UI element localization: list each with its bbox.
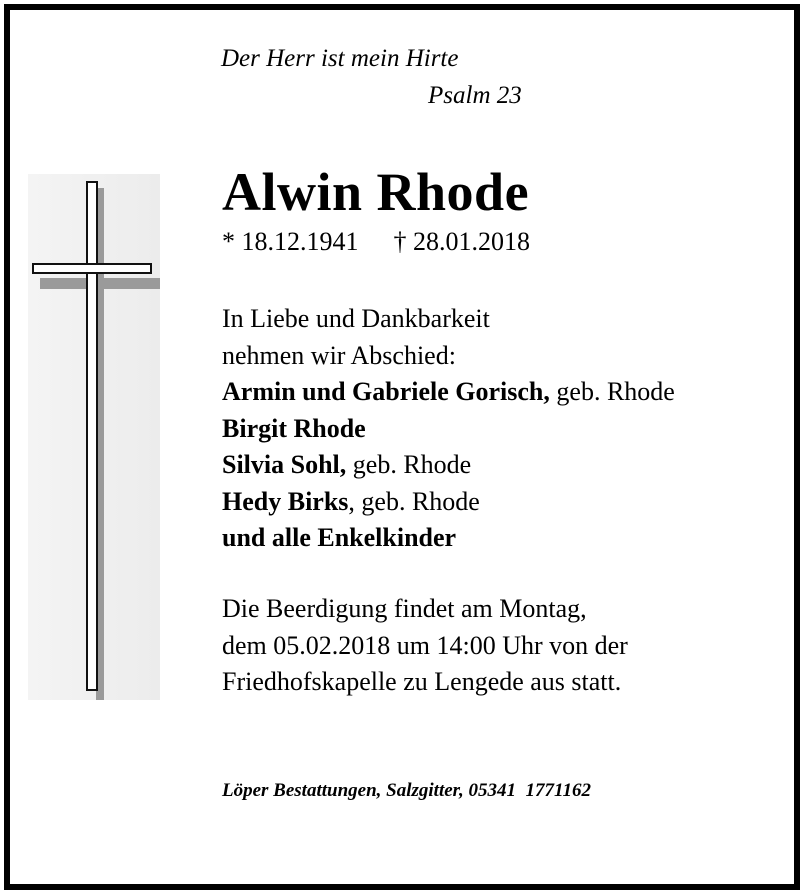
motto-line: Der Herr ist mein Hirte	[221, 45, 459, 72]
funeral-line: Friedhofskapelle zu Lengede aus statt.	[222, 667, 622, 696]
mourner-suffix: geb. Rhode	[556, 377, 675, 406]
mourner-line	[222, 520, 675, 557]
funeral-line: Die Beerdigung findet am Montag,	[222, 594, 587, 623]
deceased-name: Alwin Rhode	[222, 162, 530, 222]
mourner-name: Silvia Sohl,	[222, 450, 347, 479]
mourners-intro: nehmen wir Abschied:	[222, 340, 456, 370]
birth-symbol: *	[222, 227, 235, 256]
mourner-line	[222, 447, 675, 484]
death-date: 28.01.2018	[413, 227, 530, 256]
funeral-block	[222, 591, 628, 701]
mourner-suffix: , geb. Rhode	[348, 486, 480, 516]
mourners-intro: In Liebe und Dankbarkeit	[222, 304, 490, 333]
life-dates	[222, 229, 530, 255]
mourner-line	[222, 484, 675, 521]
death-symbol: †	[393, 227, 407, 256]
mourner-suffix: geb. Rhode	[352, 450, 472, 479]
mourner-line	[222, 411, 675, 448]
mourner-line	[222, 374, 675, 411]
birth-date: 18.12.1941	[241, 227, 359, 256]
mourner-name: Birgit Rhode	[222, 413, 366, 443]
cross-panel	[28, 174, 160, 700]
cross-icon	[28, 174, 160, 700]
motto-source: Psalm 23	[428, 82, 522, 109]
funeral-line: dem 05.02.2018 um 14:00 Uhr von der	[222, 630, 628, 660]
undertaker-footer: Löper Bestattungen, Salzgitter, 05341 1771162	[222, 780, 591, 801]
mourners-block	[222, 301, 675, 557]
mourner-name: Hedy Birks	[222, 486, 349, 516]
mourner-name: und alle Enkelkinder	[222, 523, 457, 552]
mourner-name: Armin und Gabriele Gorisch,	[222, 377, 550, 406]
